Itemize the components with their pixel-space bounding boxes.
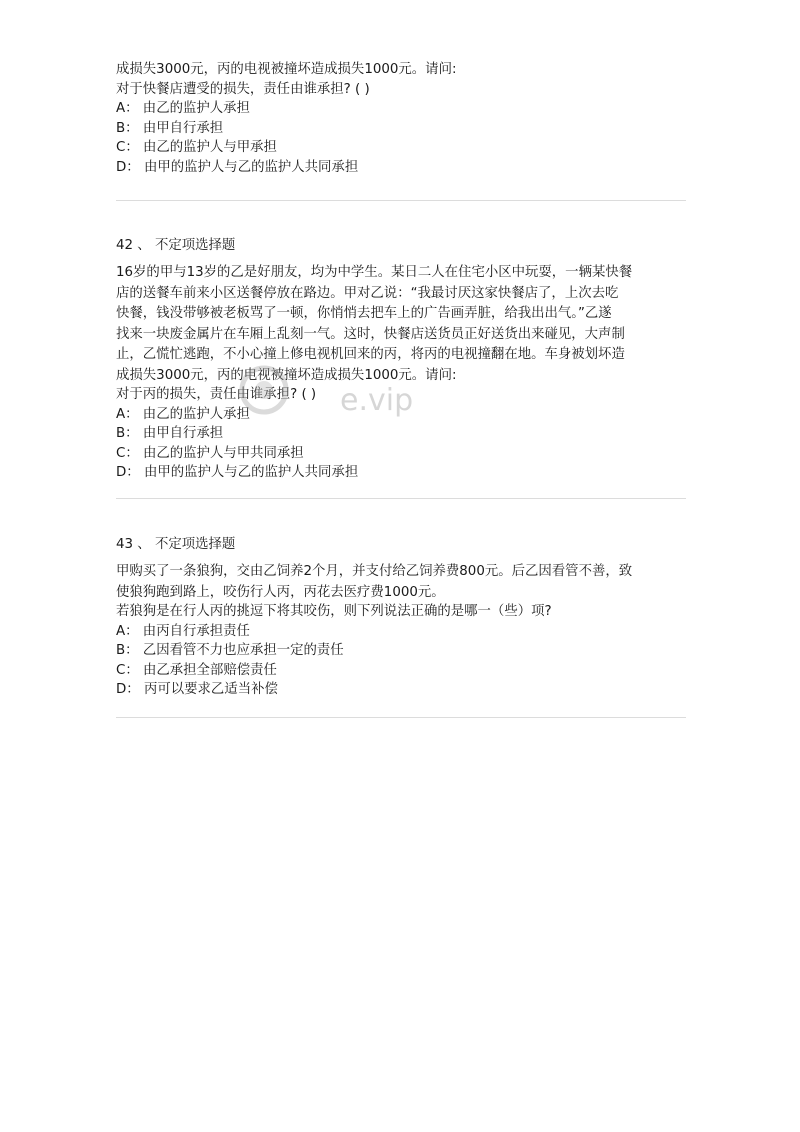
question-text-line: 店的送餐车前来小区送餐停放在路边。甲对乙说：“我最讨厌这家快餐店了，上次去吃 [116,285,619,301]
question-43 [116,535,686,700]
divider [116,498,686,499]
option-a: A： 由丙自行承担责任 [116,623,250,639]
question-prompt: 对于快餐店遭受的损失，责任由谁承担? ( ) [116,81,370,97]
option-d: D： 由甲的监护人与乙的监护人共同承担 [116,159,359,175]
question-42 [116,236,686,483]
option-b: B： 乙因看管不力也应承担一定的责任 [116,643,344,659]
divider [116,200,686,201]
question-header: 43 、 不定项选择题 [116,537,236,552]
option-c: C： 由乙承担全部赔偿责任 [116,662,277,678]
question-text-line: 使狼狗跑到路上，咬伤行人丙，丙花去医疗费1000元。 [116,584,445,600]
question-text-line: 16岁的甲与13岁的乙是好朋友，均为中学生。某日二人在住宅小区中玩耍，一辆某快餐 [116,265,633,280]
option-a: A： 由乙的监护人承担 [116,406,250,422]
option-a: A： 由乙的监护人承担 [116,101,250,117]
question-prompt: 若狼狗是在行人丙的挑逗下将其咬伤，则下列说法正确的是哪一（些）项? [116,604,552,620]
divider [116,717,686,718]
option-d: D： 由甲的监护人与乙的监护人共同承担 [116,465,359,481]
question-prompt: 对于丙的损失，责任由谁承担? ( ) [116,387,317,403]
option-b: B： 由甲自行承担 [116,120,224,136]
question-41-tail [116,60,686,178]
watermark-text: e.vip [340,383,414,418]
question-text-line: 找来一块废金属片在车厢上乱刻一气。这时，快餐店送货员正好送货出来碰见，大声制 [116,326,625,342]
option-c: C： 由乙的监护人与甲承担 [116,140,277,156]
option-d: D： 丙可以要求乙适当补偿 [116,682,278,698]
option-c: C： 由乙的监护人与甲共同承担 [116,445,304,461]
question-text-line: 成损失3000元，丙的电视被撞坏造成损失1000元。请问: [116,62,457,77]
question-text-line: 止，乙慌忙逃跑，不小心撞上修电视机回来的丙，将丙的电视撞翻在地。车身被划坏造 [116,347,625,362]
question-text-line: 成损失3000元，丙的电视被撞坏造成损失1000元。请问: [116,367,457,383]
option-b: B： 由甲自行承担 [116,426,224,442]
question-text-line: 甲购买了一条狼狗，交由乙饲养2个月，并支付给乙饲养费800元。后乙因看管不善，致 [116,564,633,579]
question-header: 42 、 不定项选择题 [116,238,236,253]
question-text-line: 快餐，钱没带够被老板骂了一顿，你悄悄去把车上的广告画弄脏，给我出出气。”乙遂 [116,306,612,321]
